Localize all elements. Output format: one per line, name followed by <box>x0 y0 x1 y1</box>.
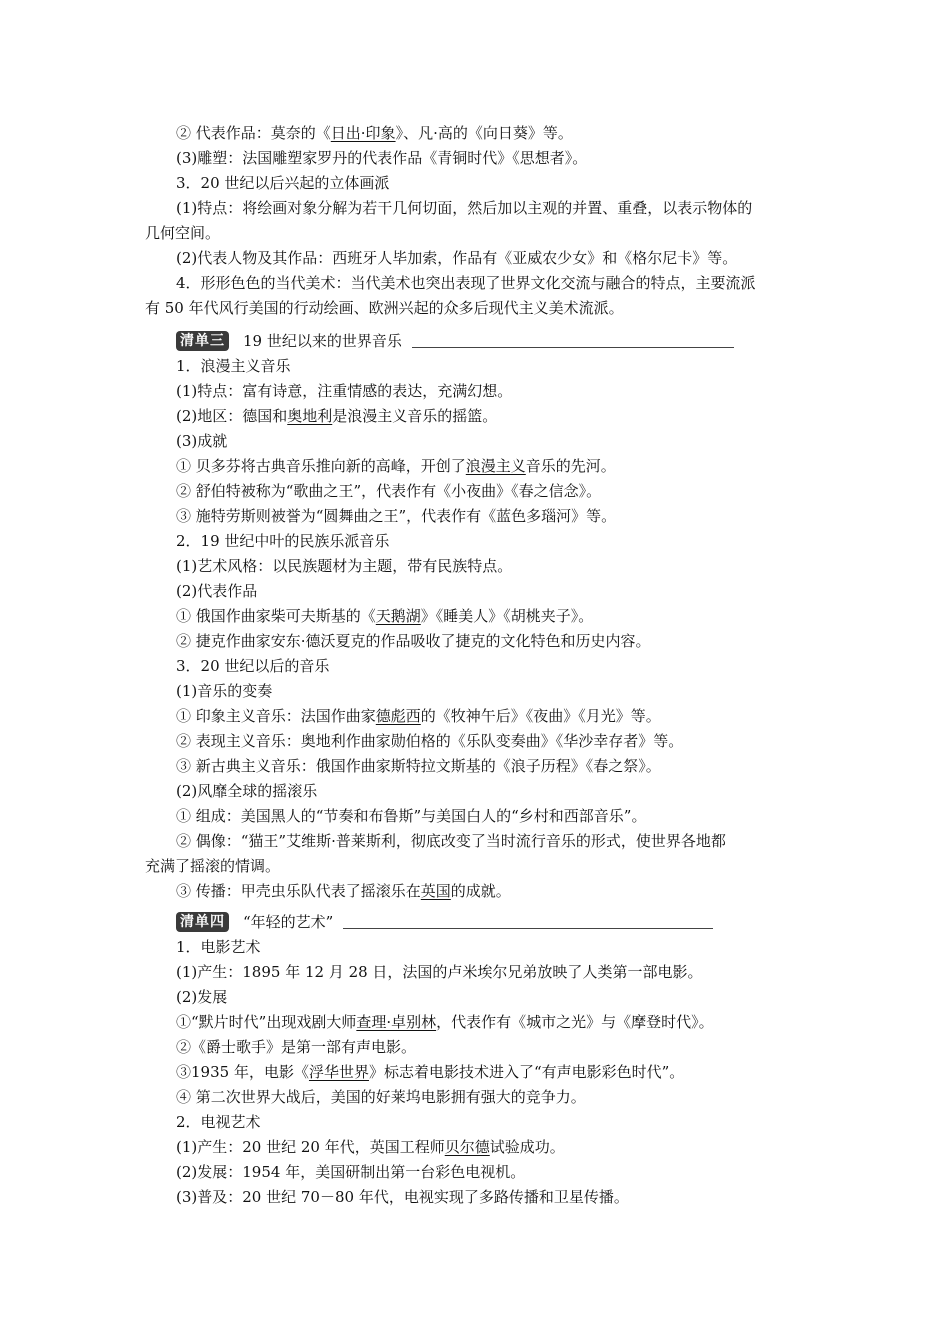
text-run: 》《睡美人》《胡桃夹子》。 <box>420 607 594 625</box>
text-line <box>176 681 272 701</box>
text-line <box>176 581 257 601</box>
heading-rule <box>343 928 713 929</box>
text-line <box>176 1087 586 1107</box>
text-run: 有 50 年代风行美国的行动绘画、欧洲兴起的众多后现代主义美术流派。 <box>145 299 624 317</box>
text-line <box>176 806 646 826</box>
text-run: ③ 新古典主义音乐：俄国作曲家斯特拉文斯基的《浪子历程》《春之祭》。 <box>176 757 661 775</box>
text-line <box>176 273 756 293</box>
text-line <box>176 1137 565 1157</box>
text-line <box>176 506 616 526</box>
text-run: 的《牧神午后》《夜曲》《月光》等。 <box>420 707 661 725</box>
underlined-answer: 天鹅湖 <box>375 607 421 625</box>
text-run: ③1935 年，电影《 <box>176 1063 309 1081</box>
section-heading-4 <box>176 911 713 933</box>
text-run: 》、凡·高的《向日葵》等。 <box>395 124 573 142</box>
text-line <box>176 1037 416 1057</box>
text-run: 充满了摇滚的情调。 <box>145 857 281 875</box>
text-run: ③ 传播：甲壳虫乐队代表了摇滚乐在 <box>176 882 421 900</box>
text-run: ，代表作有《城市之光》与《摩登时代》。 <box>436 1013 714 1031</box>
text-run: (1)艺术风格：以民族题材为主题，带有民族特点。 <box>176 557 513 575</box>
text-run: 试验成功。 <box>489 1138 565 1156</box>
underlined-answer: 查理·卓别林 <box>356 1013 437 1031</box>
heading-rule <box>412 347 734 348</box>
text-run: (2)发展：1954 年，美国研制出第一台彩色电视机。 <box>176 1163 526 1181</box>
text-run: ① 俄国作曲家柴可夫斯基的《 <box>176 607 376 625</box>
text-run: ② 捷克作曲家安东·德沃夏克的作品吸收了捷克的文化特色和历史内容。 <box>176 632 651 650</box>
underlined-answer: 浮华世界 <box>308 1063 369 1081</box>
section-title: “年轻的艺术” <box>243 913 334 931</box>
text-run: 2．19 世纪中叶的民族乐派音乐 <box>176 532 390 550</box>
text-run: (1)产生：1895 年 12 月 28 日，法国的卢米埃尔兄弟放映了人类第一部电影。 <box>176 963 703 981</box>
text-run: (3)普及：20 世纪 70－80 年代，电视实现了多路传播和卫星传播。 <box>176 1188 629 1206</box>
text-line <box>176 556 512 576</box>
underlined-answer: 德彪西 <box>375 707 421 725</box>
text-run: 4．形形色色的当代美术：当代美术也突出表现了世界文化交流与融合的特点，主要流派 <box>176 274 756 292</box>
text-line <box>176 1062 684 1082</box>
text-line <box>176 881 511 901</box>
text-run: (2)代表作品 <box>176 582 258 600</box>
text-run: 》标志着电影技术进入了“有声电影彩色时代”。 <box>368 1063 685 1081</box>
text-line <box>176 481 601 501</box>
text-run: (1)音乐的变奏 <box>176 682 273 700</box>
text-run: 的成就。 <box>450 882 511 900</box>
text-run: (2)发展 <box>176 988 228 1006</box>
text-run: 音乐的先河。 <box>525 457 616 475</box>
underlined-answer: 英国 <box>420 882 451 900</box>
text-run: ① 组成：美国黑人的“节奏和布鲁斯”与美国白人的“乡村和西部音乐”。 <box>176 807 647 825</box>
text-run: ②《爵士歌手》是第一部有声电影。 <box>176 1038 417 1056</box>
text-run: ③ 施特劳斯则被誉为“圆舞曲之王”，代表作有《蓝色多瑙河》等。 <box>176 507 617 525</box>
text-line <box>176 631 651 651</box>
text-run: (2)代表人物及其作品：西班牙人毕加索，作品有《亚威农少女》和《格尔尼卡》等。 <box>176 249 738 267</box>
text-run: ② 舒伯特被称为“歌曲之王”，代表作有《小夜曲》《春之信念》。 <box>176 482 602 500</box>
text-run: ①“默片时代”出现戏剧大师 <box>176 1013 357 1031</box>
underlined-answer: 日出·印象 <box>330 124 396 142</box>
text-run: ① 贝多芬将古典音乐推向新的高峰，开创了 <box>176 457 466 475</box>
text-line <box>176 406 497 426</box>
text-line <box>176 356 291 376</box>
text-run: 是浪漫主义音乐的摇篮。 <box>332 407 498 425</box>
underlined-answer: 贝尔德 <box>444 1138 490 1156</box>
text-line <box>176 531 389 551</box>
text-line <box>176 606 593 626</box>
text-run: ② 表现主义音乐：奥地利作曲家勋伯格的《乐队变奏曲》《华沙幸存者》等。 <box>176 732 684 750</box>
text-line <box>176 456 616 476</box>
text-line <box>176 831 726 851</box>
text-line <box>176 381 512 401</box>
text-line <box>145 223 220 243</box>
text-line <box>176 731 683 751</box>
text-run: ② 偶像：“猫王”艾维斯·普莱斯利，彻底改变了当时流行音乐的形式，使世界各地都 <box>176 832 726 850</box>
section-heading-3 <box>176 330 734 352</box>
text-line <box>145 298 624 318</box>
text-run: ④ 第二次世界大战后，美国的好莱坞电影拥有强大的竞争力。 <box>176 1088 586 1106</box>
section-badge: 清单四 <box>176 912 229 932</box>
text-line <box>176 198 752 218</box>
text-line <box>176 756 661 776</box>
section-badge: 清单三 <box>176 331 229 351</box>
text-run: (1)产生：20 世纪 20 年代，英国工程师 <box>176 1138 445 1156</box>
text-line <box>176 987 227 1007</box>
text-line <box>176 1187 629 1207</box>
text-line <box>176 781 317 801</box>
text-run: (3)成就 <box>176 432 228 450</box>
text-run: 1．浪漫主义音乐 <box>176 357 291 375</box>
text-line <box>176 173 389 193</box>
text-line <box>176 937 261 957</box>
text-line <box>176 148 587 168</box>
text-line <box>176 706 661 726</box>
text-line <box>176 123 573 143</box>
text-run: (3)雕塑：法国雕塑家罗丹的代表作品《青铜时代》《思想者》。 <box>176 149 588 167</box>
text-line <box>176 1112 261 1132</box>
text-run: (2)风靡全球的摇滚乐 <box>176 782 318 800</box>
text-run: (1)特点：富有诗意，注重情感的表达，充满幻想。 <box>176 382 513 400</box>
text-run: 3．20 世纪以后兴起的立体画派 <box>176 174 390 192</box>
section-title: 19 世纪以来的世界音乐 <box>243 332 402 350</box>
text-run: 2．电视艺术 <box>176 1113 261 1131</box>
text-run: (2)地区：德国和 <box>176 407 288 425</box>
text-run: 1．电影艺术 <box>176 938 261 956</box>
text-line <box>145 856 280 876</box>
text-line <box>176 1162 525 1182</box>
underlined-answer: 浪漫主义 <box>465 457 526 475</box>
text-line <box>176 962 702 982</box>
text-run: (1)特点：将绘画对象分解为若干几何切面，然后加以主观的并置、重叠，以表示物体的 <box>176 199 753 217</box>
underlined-answer: 奥地利 <box>287 407 333 425</box>
text-line <box>176 1012 714 1032</box>
text-run: ② 代表作品：莫奈的《 <box>176 124 331 142</box>
text-line <box>176 248 737 268</box>
text-run: 几何空间。 <box>145 224 221 242</box>
text-run: 3．20 世纪以后的音乐 <box>176 657 330 675</box>
text-line <box>176 431 227 451</box>
text-line <box>176 656 329 676</box>
text-run: ① 印象主义音乐：法国作曲家 <box>176 707 376 725</box>
